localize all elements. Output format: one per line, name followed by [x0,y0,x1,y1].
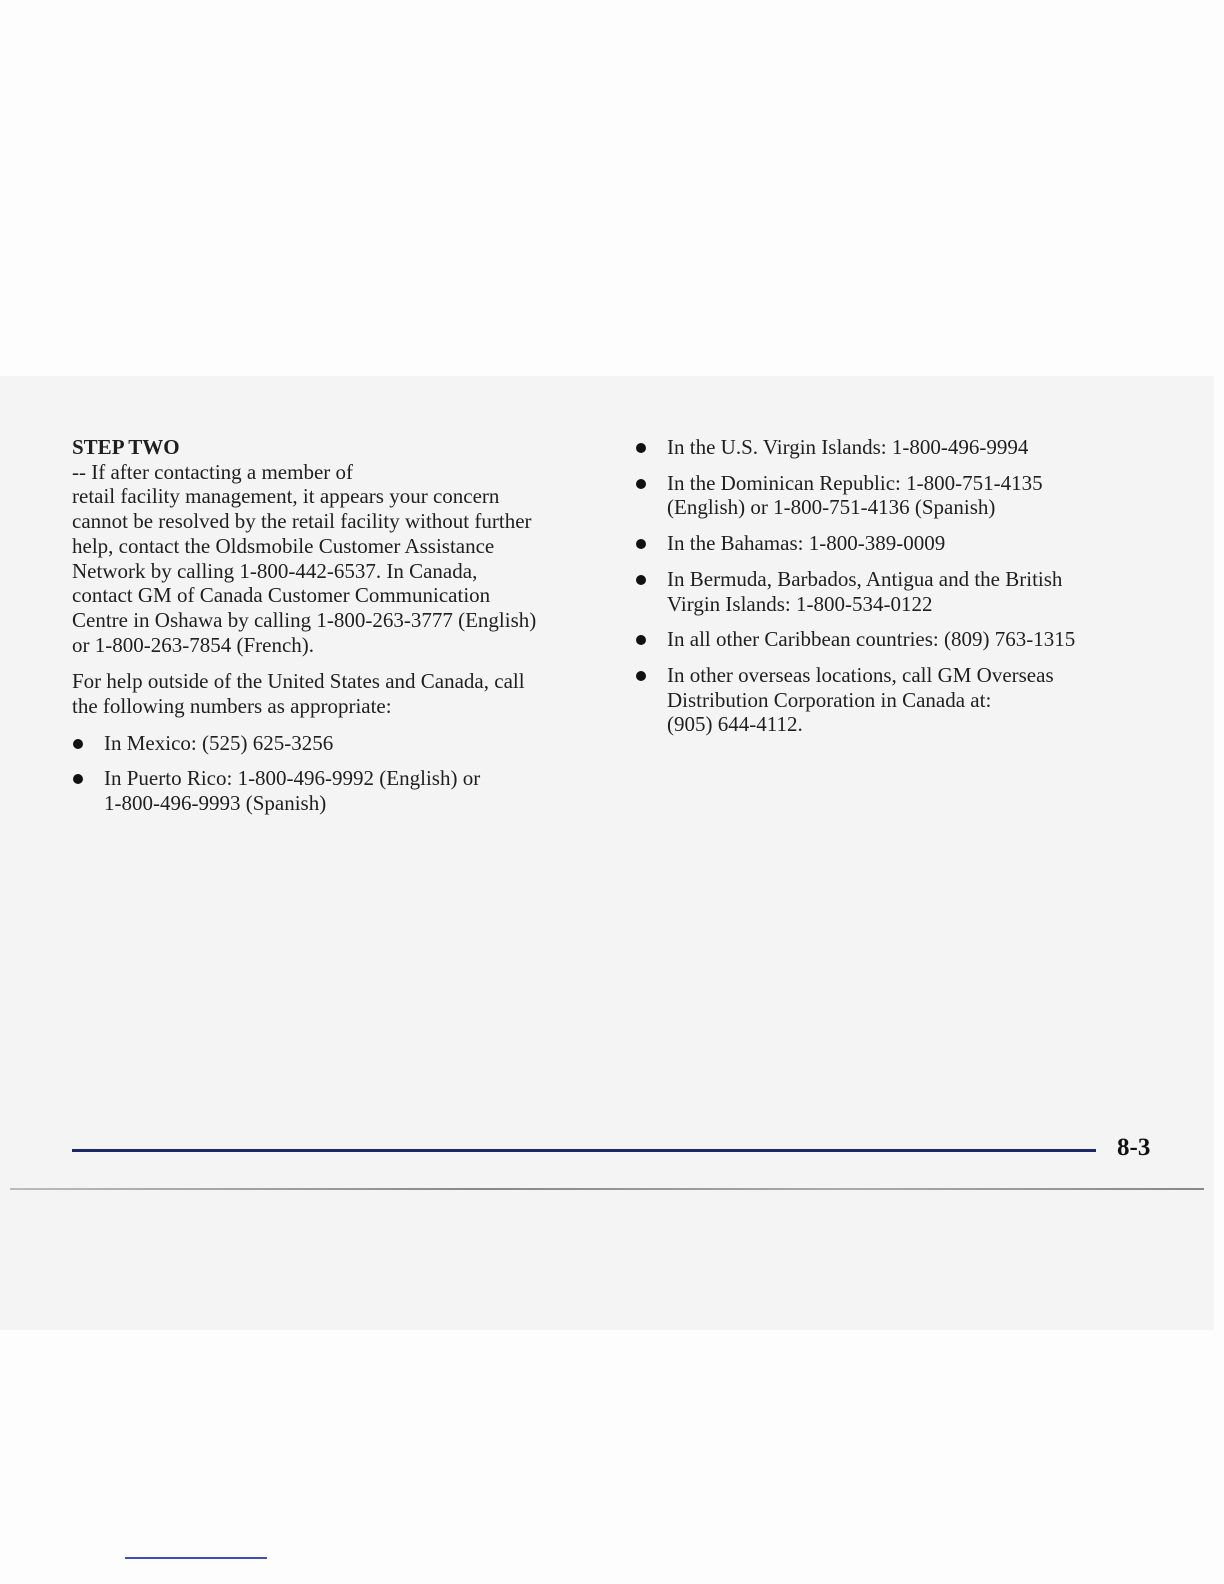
bullet-icon [636,635,646,645]
outside-help-paragraph [72,669,602,718]
list-item-line: Distribution Corporation in Canada at: [667,687,992,712]
bullet-icon [73,739,83,749]
list-item [72,766,602,815]
bottom-link-underline [125,1557,267,1559]
footer-rule [72,1149,1096,1152]
bullet-icon [73,774,83,784]
list-item [635,471,1195,520]
step-two-line: -- If after contacting a member of [72,459,354,484]
outside-help-line: the following numbers as appropriate: [72,694,392,719]
list-item-line: In the Bahamas: 1-800-389-0009 [667,531,946,556]
outside-help-line: For help outside of the United States and Canada, call [72,669,525,694]
list-item-line: In other overseas locations, call GM Overseas [667,662,1054,687]
step-two-paragraph [72,435,602,657]
list-item-line: (905) 644-4112. [667,712,803,737]
left-phone-list [72,731,602,816]
list-item-line: In Puerto Rico: 1-800-496-9992 (English) or [104,766,481,791]
list-item [635,531,1195,556]
list-item [635,627,1195,652]
bullet-icon [636,671,646,681]
list-item [72,731,602,756]
list-item-line: In the U.S. Virgin Islands: 1-800-496-9994 [667,435,1029,459]
bullet-icon [636,539,646,549]
bullet-icon [636,443,646,453]
step-two-line: cannot be resolved by the retail facility without further [72,509,532,534]
list-item-line: Virgin Islands: 1-800-534-0122 [667,591,933,616]
bullet-icon [636,575,646,585]
right-column [635,435,1195,748]
step-two-line: help, contact the Oldsmobile Customer Assistance [72,533,495,558]
list-item [635,567,1195,616]
list-item-line: (English) or 1-800-751-4136 (Spanish) [667,495,996,520]
list-item-line: In all other Caribbean countries: (809) 763-1315 [667,627,1076,652]
right-phone-list [635,435,1195,737]
page-number: 8-3 [1117,1134,1151,1161]
step-two-line: contact GM of Canada Customer Communication [72,583,491,608]
list-item [635,435,1195,460]
list-item-line: 1-800-496-9993 (Spanish) [104,791,327,816]
step-two-line: Network by calling 1-800-442-6537. In Canada, [72,558,478,583]
list-item-line: In Mexico: (525) 625-3256 [104,730,334,755]
step-two-line: Centre in Oshawa by calling 1-800-263-3777 (English) [72,607,537,632]
list-item [635,663,1195,737]
list-item-line: In the Dominican Republic: 1-800-751-4135 [667,470,1043,495]
step-two-label: STEP TWO [72,435,180,459]
step-two-line: or 1-800-263-7854 (French). [72,632,315,657]
left-column [72,435,602,827]
bullet-icon [636,479,646,489]
scan-edge-line [10,1188,1204,1190]
step-two-line: retail facility management, it appears your concern [72,484,500,509]
list-item-line: In Bermuda, Barbados, Antigua and the British [667,566,1063,591]
